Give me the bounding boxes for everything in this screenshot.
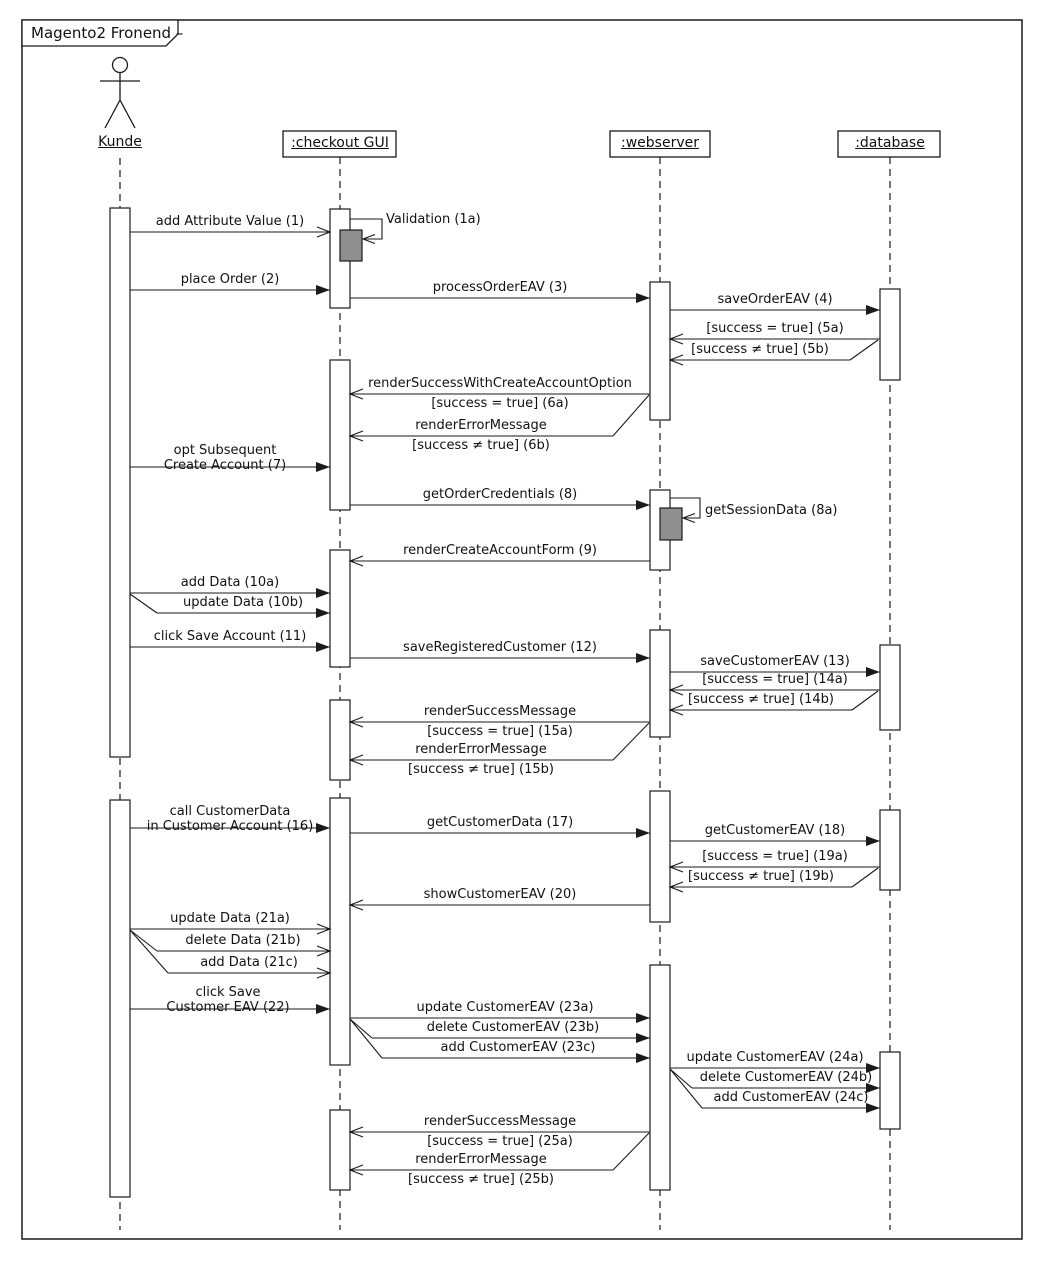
message-3-arrowhead	[636, 293, 650, 303]
message-21b-branch-line	[130, 930, 157, 951]
message-16-arrowhead	[316, 823, 330, 833]
message-10a-text-line: add Data (10a)	[180, 575, 280, 590]
message-8-text-line: getOrderCredentials (8)	[422, 487, 578, 502]
message-23c-arrowhead	[636, 1053, 650, 1063]
message-24c-arrowhead	[866, 1103, 880, 1113]
activation-bar	[330, 798, 350, 1065]
actor-head-icon	[113, 58, 128, 73]
message-19b-branch-line	[852, 868, 878, 887]
activation-bar	[330, 1110, 350, 1190]
message-15b-text-line: renderErrorMessage	[415, 742, 547, 757]
message-10b-branch-line	[130, 594, 157, 613]
actor-leg-left	[105, 100, 120, 128]
lifeline-label-database: :database	[855, 135, 925, 151]
message-14a-text-line: [success = true] (14a)	[702, 672, 848, 687]
message-25a-text-line: [success = true] (25a)	[427, 1134, 573, 1149]
frame-title: Magento2 Fronend –	[31, 24, 184, 42]
activation-bar	[330, 550, 350, 667]
lifeline-head-webserver	[610, 131, 710, 157]
message-21c-text-line: add Data (21c)	[200, 955, 298, 970]
message-15b-branch-line	[613, 723, 649, 760]
lifeline-head-database	[838, 131, 940, 157]
message-8-arrowhead	[636, 500, 650, 510]
message-12-text-line: saveRegisteredCustomer (12)	[403, 640, 597, 655]
message-7-text-line: Create Account (7)	[163, 458, 287, 473]
message-24a-arrowhead	[866, 1063, 880, 1073]
message-23b-branch-line	[350, 1019, 372, 1038]
message-6b-text-line: renderErrorMessage	[415, 418, 547, 433]
message-25a-text-line: renderSuccessMessage	[423, 1114, 577, 1129]
message-23b-text-line: delete CustomerEAV (23b)	[426, 1020, 600, 1035]
message-16-text-line: call CustomerData	[169, 804, 291, 819]
message-17-text-line: getCustomerData (17)	[426, 815, 574, 830]
message-5b-branch-line	[850, 340, 878, 360]
message-5a-text-line: [success = true] (5a)	[706, 321, 844, 336]
message-21b-text-line: delete Data (21b)	[185, 933, 301, 948]
activation-bar	[650, 791, 670, 922]
message-14b-branch-line	[852, 691, 878, 710]
actor-label-kunde: Kunde	[98, 134, 142, 150]
message-11-arrowhead	[316, 642, 330, 652]
message-10b-arrowhead	[316, 608, 330, 618]
message-24b-text-line: delete CustomerEAV (24b)	[699, 1070, 873, 1085]
message-3-text-line: processOrderEAV (3)	[432, 280, 568, 295]
message-10b-text-line: update Data (10b)	[182, 595, 304, 610]
message-1-text-line: add Attribute Value (1)	[155, 214, 305, 229]
message-18-text-line: getCustomerEAV (18)	[704, 823, 846, 838]
message-6b-text-line: [success ≠ true] (6b)	[412, 438, 550, 453]
activation-bar	[880, 810, 900, 890]
message-18-arrowhead	[866, 836, 880, 846]
message-23a-arrowhead	[636, 1013, 650, 1023]
message-7-arrowhead	[316, 462, 330, 472]
message-1a-text-line: Validation (1a)	[386, 212, 481, 227]
activation-bar	[880, 289, 900, 380]
activation-bar	[650, 282, 670, 420]
message-25b-text-line: [success ≠ true] (25b)	[408, 1172, 554, 1187]
message-6a-text-line: [success = true] (6a)	[431, 396, 569, 411]
message-6a-text-line: renderSuccessWithCreateAccountOption	[368, 376, 632, 391]
activation-bar	[110, 208, 130, 757]
message-12-arrowhead	[636, 653, 650, 663]
message-2-text-line: place Order (2)	[180, 272, 280, 287]
message-22-text-line: Customer EAV (22)	[166, 1000, 290, 1015]
message-2-arrowhead	[316, 285, 330, 295]
message-24b-arrowhead	[866, 1083, 880, 1093]
lifeline-head-checkout-gui	[283, 131, 396, 157]
message-16-text-line: in Customer Account (16)	[146, 819, 314, 834]
message-20-text-line: showCustomerEAV (20)	[423, 887, 577, 902]
message-15a-text-line: [success = true] (15a)	[427, 724, 573, 739]
message-23b-arrowhead	[636, 1033, 650, 1043]
message-22-text-line: click Save	[195, 985, 261, 1000]
message-13-text-line: saveCustomerEAV (13)	[700, 654, 850, 669]
message-4-text-line: saveOrderEAV (4)	[717, 292, 833, 307]
message-22-arrowhead	[316, 1004, 330, 1014]
message-9-text-line: renderCreateAccountForm (9)	[403, 543, 597, 558]
message-19a-text-line: [success = true] (19a)	[702, 849, 848, 864]
activation-bar	[330, 360, 350, 510]
message-19b-text-line: [success ≠ true] (19b)	[688, 869, 834, 884]
message-7-text-line: opt Subsequent	[173, 443, 277, 458]
message-5b-text-line: [success ≠ true] (5b)	[691, 342, 829, 357]
message-23c-text-line: add CustomerEAV (23c)	[440, 1040, 596, 1055]
message-6b-branch-line	[613, 395, 649, 436]
activation-bar	[110, 800, 130, 1197]
message-25b-text-line: renderErrorMessage	[415, 1152, 547, 1167]
lifeline-label-webserver: :webserver	[621, 135, 699, 151]
message-4-arrowhead	[866, 305, 880, 315]
message-14b-text-line: [success ≠ true] (14b)	[688, 692, 834, 707]
activation-bar	[880, 1052, 900, 1129]
message-24b-branch-line	[670, 1069, 692, 1088]
lifeline-label-checkout-gui: :checkout GUI	[291, 135, 389, 151]
activation-bar	[330, 700, 350, 780]
message-24a-text-line: update CustomerEAV (24a)	[686, 1050, 864, 1065]
message-15b-text-line: [success ≠ true] (15b)	[408, 762, 554, 777]
activation-bar	[650, 630, 670, 737]
nested-activation-bar	[340, 230, 362, 261]
message-8a-text-line: getSessionData (8a)	[705, 503, 838, 518]
message-24c-text-line: add CustomerEAV (24c)	[713, 1090, 869, 1105]
frame-title-tab	[22, 20, 178, 46]
activation-bar	[650, 965, 670, 1190]
message-13-arrowhead	[866, 667, 880, 677]
message-17-arrowhead	[636, 828, 650, 838]
frame-border	[22, 20, 1022, 1239]
message-25b-branch-line	[613, 1133, 649, 1170]
activation-bar	[880, 645, 900, 730]
message-15a-text-line: renderSuccessMessage	[423, 704, 577, 719]
message-23a-text-line: update CustomerEAV (23a)	[416, 1000, 594, 1015]
message-21a-text-line: update Data (21a)	[170, 911, 290, 926]
message-10a-arrowhead	[316, 588, 330, 598]
message-11-text-line: click Save Account (11)	[153, 629, 307, 644]
actor-leg-right	[120, 100, 135, 128]
nested-activation-bar	[660, 508, 682, 540]
